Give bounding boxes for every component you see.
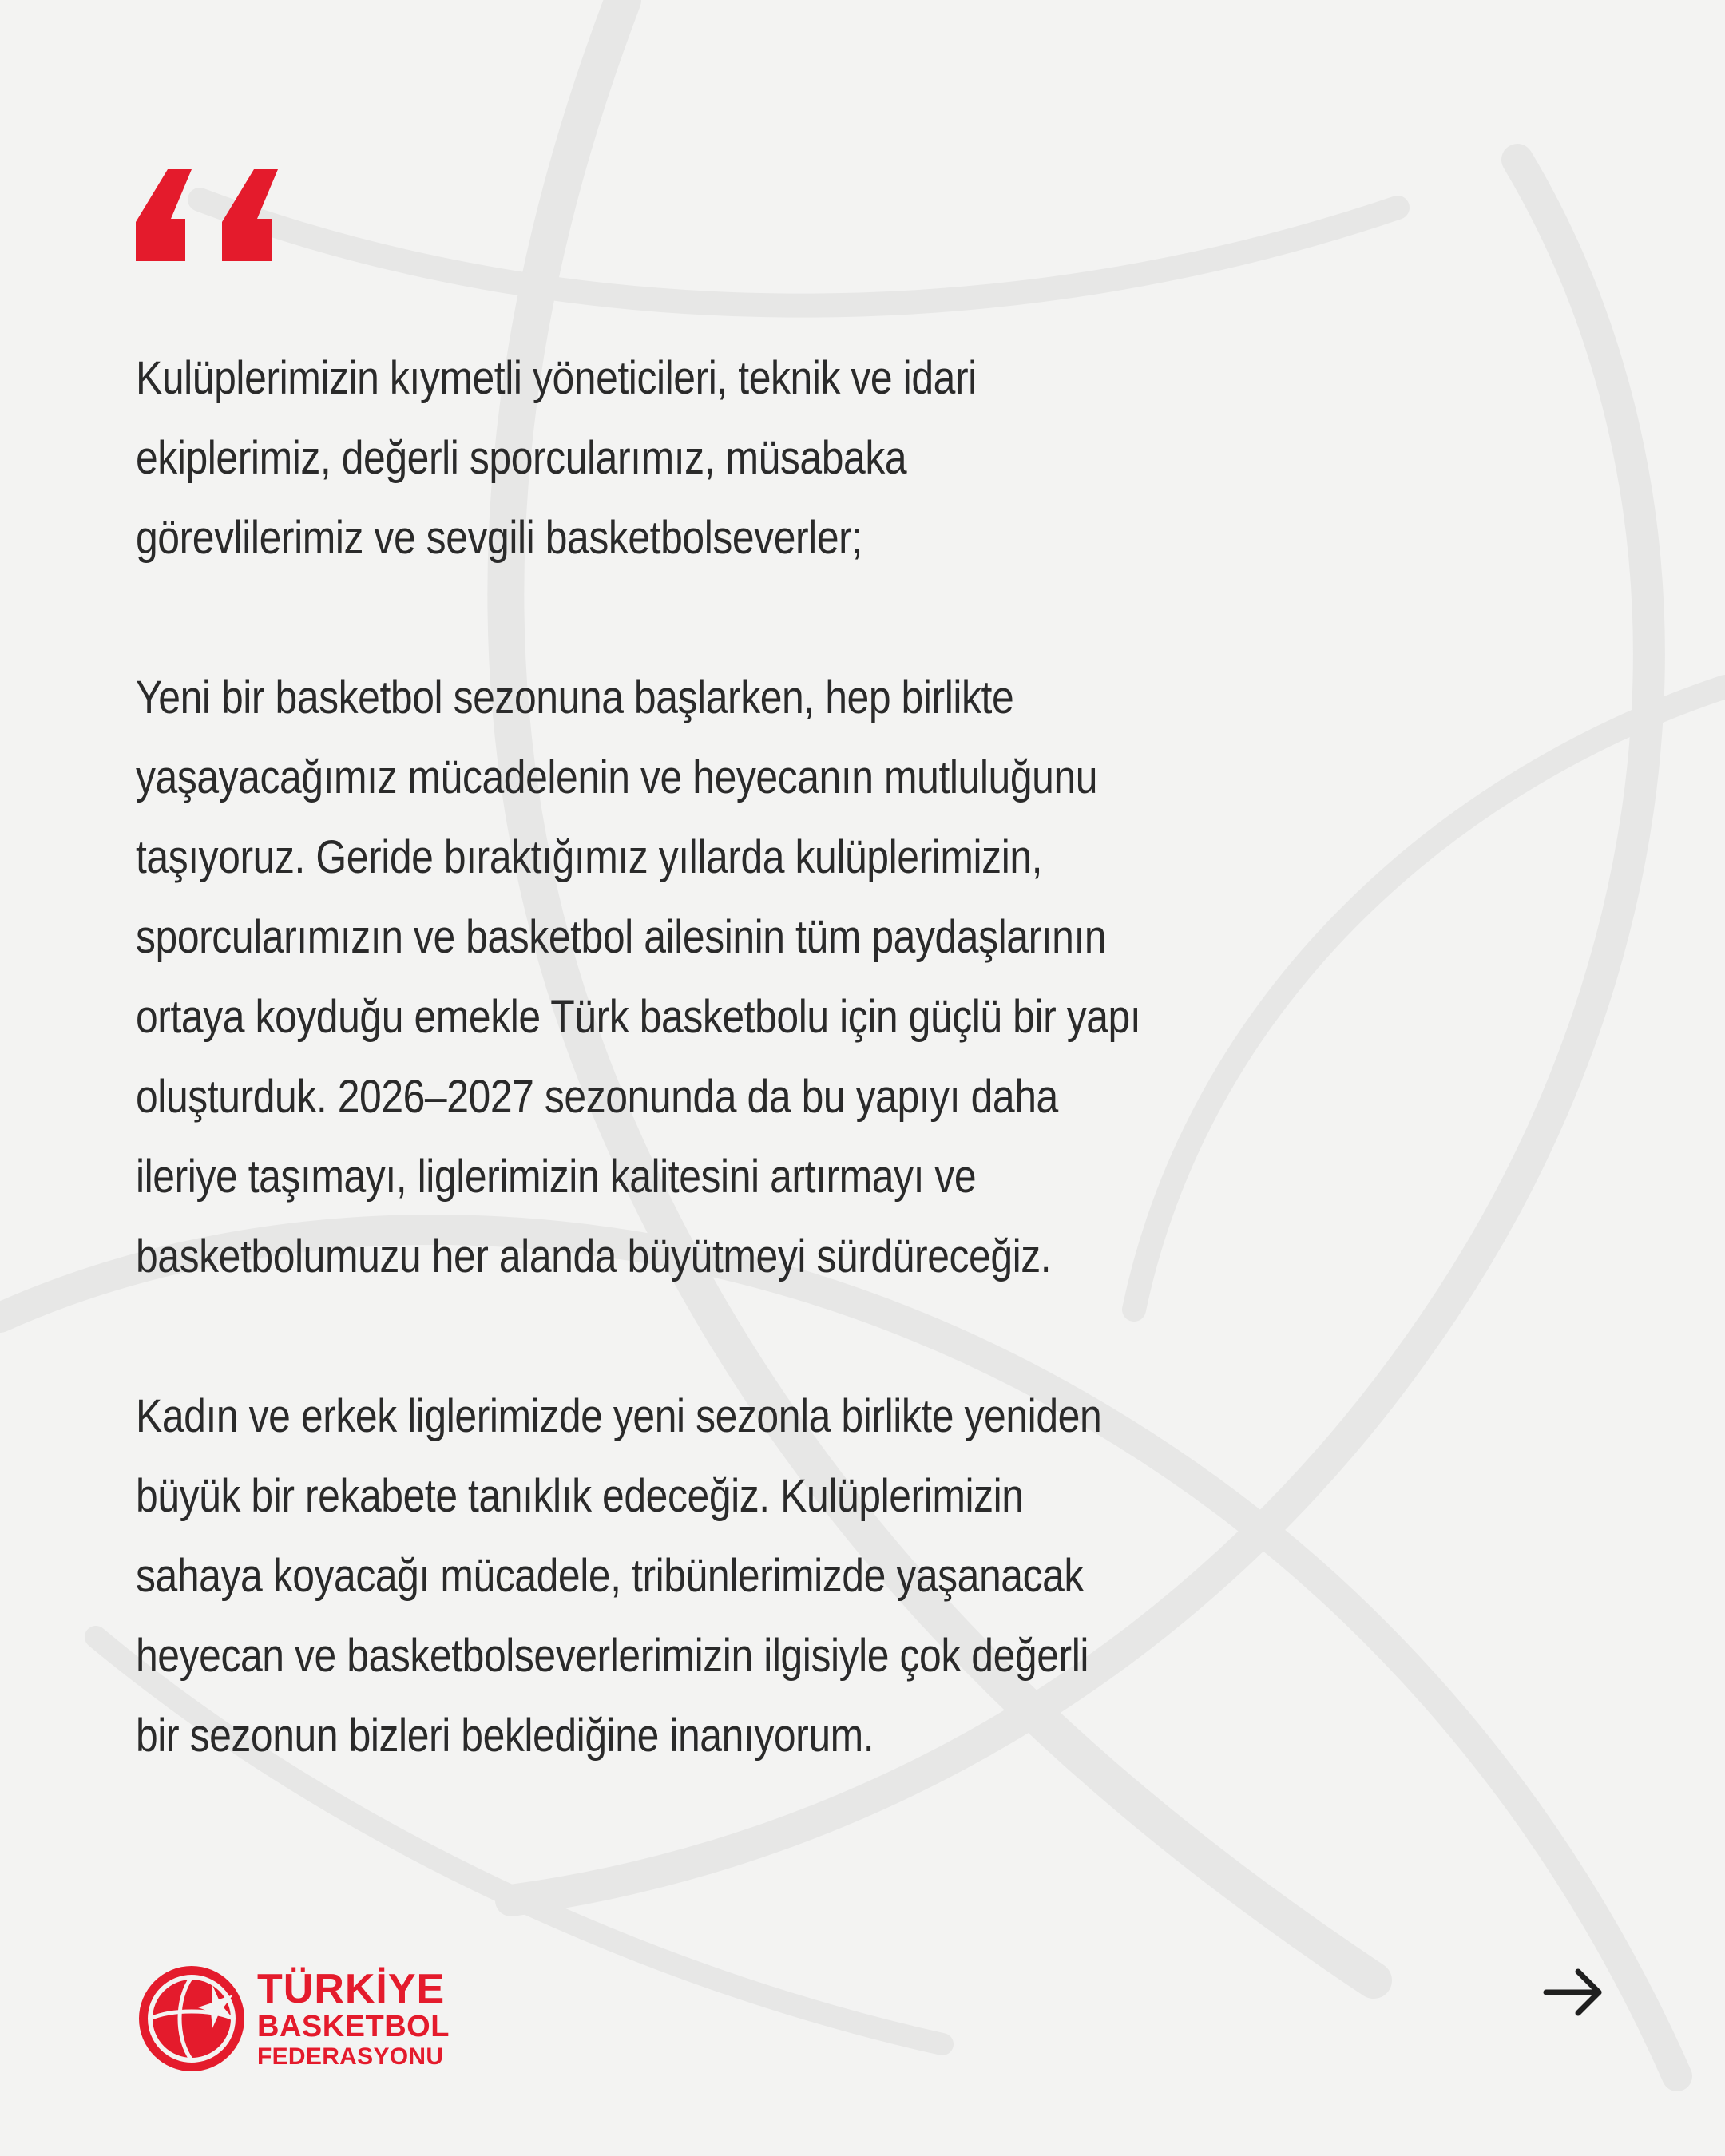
logo-line-2: BASKETBOL — [257, 2010, 450, 2043]
paragraph-3 — [136, 1377, 1441, 1776]
message-body — [136, 339, 1445, 1856]
logo-line-3: FEDERASYONU — [257, 2043, 444, 2070]
basketball-logo-icon — [136, 1963, 248, 2075]
arrow-right-icon[interactable] — [1541, 1960, 1605, 2024]
text-line: ortaya koyduğu emekle Türk basketbolu için güçlü bir yapı — [136, 991, 1141, 1043]
text-line: sahaya koyacağı mücadele, tribünlerimizde yaşanacak — [136, 1550, 1084, 1602]
text-line: Kadın ve erkek liglerimizde yeni sezonla birlikte yeniden — [136, 1390, 1102, 1442]
text-line: yaşayacağımız mücadelenin ve heyecanın mutluluğunu — [136, 751, 1098, 803]
paragraph-1 — [136, 339, 1441, 578]
open-quote-icon — [136, 169, 280, 261]
text-line: büyük bir rekabete tanıklık edeceğiz. Kulüplerimizin — [136, 1470, 1024, 1522]
text-line: ekiplerimiz, değerli sporcularımız, müsabaka — [136, 432, 907, 484]
text-line: oluşturduk. 2026–2027 sezonunda da bu yapıyı daha — [136, 1071, 1058, 1123]
text-line: bir sezonun bizleri beklediğine inanıyorum. — [136, 1710, 874, 1762]
text-line: ileriye taşımayı, liglerimizin kalitesini artırmayı ve — [136, 1151, 977, 1203]
federation-logo — [136, 1963, 503, 2075]
logo-wordmark — [257, 1968, 450, 2069]
paragraph-2 — [136, 658, 1441, 1297]
text-line: Kulüplerimizin kıymetli yöneticileri, teknik ve idari — [136, 352, 977, 404]
logo-line-1: TÜRKİYE — [257, 1966, 446, 2012]
text-line: basketbolumuzu her alanda büyütmeyi sürdüreceğiz. — [136, 1231, 1052, 1282]
text-line: sporcularımızın ve basketbol ailesinin tüm paydaşlarının — [136, 911, 1107, 963]
text-line: heyecan ve basketbolseverlerimizin ilgisiyle çok değerli — [136, 1630, 1089, 1682]
text-line: görevlilerimiz ve sevgili basketbolseverler; — [136, 512, 862, 564]
text-line: taşıyoruz. Geride bıraktığımız yıllarda kulüplerimizin, — [136, 831, 1043, 883]
text-line: Yeni bir basketbol sezonuna başlarken, hep birlikte — [136, 672, 1014, 723]
